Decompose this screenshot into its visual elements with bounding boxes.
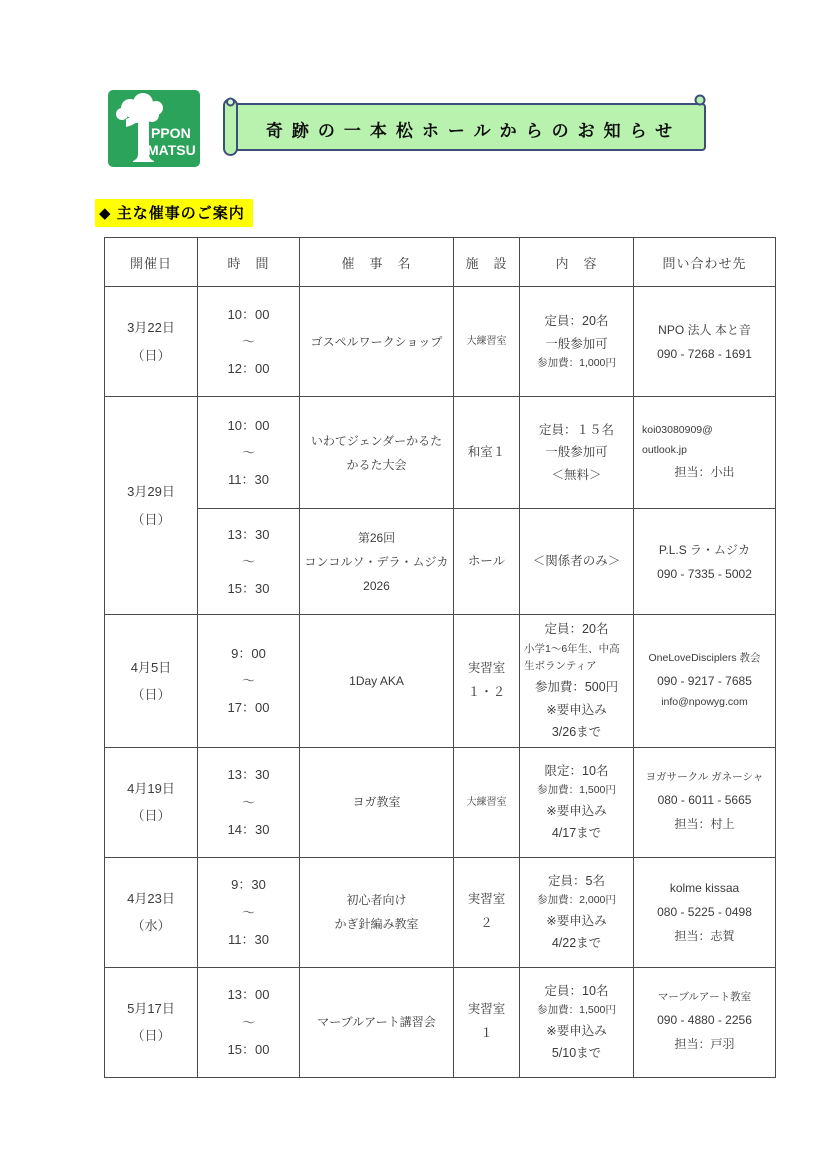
content-cell xyxy=(520,287,634,397)
date-line: 4月23日 xyxy=(127,890,175,906)
contact-line: koi03080909@ xyxy=(642,423,713,436)
content-cell xyxy=(520,509,634,615)
time-line: 14：30 xyxy=(227,821,270,837)
event-row xyxy=(105,967,776,1077)
facility-line: 実習室 xyxy=(467,1002,506,1017)
event-row xyxy=(105,615,776,748)
header-row xyxy=(105,238,776,287)
content-line: 参加費：2,000円 xyxy=(537,894,616,907)
content-line: ※要申込み xyxy=(546,913,607,928)
content-cell xyxy=(520,857,634,967)
contact-line: 090 - 7268 - 1691 xyxy=(657,346,752,361)
banner-title: 奇跡の一本松ホールからのお知らせ xyxy=(265,121,682,141)
event-line: 1Day AKA xyxy=(349,673,404,688)
content-line: ＜関係者のみ＞ xyxy=(532,554,621,569)
event-cell xyxy=(300,397,454,509)
facility-line: 大練習室 xyxy=(466,796,507,808)
time-line: ～ xyxy=(241,673,255,689)
facility-line: 実習室 xyxy=(467,661,506,676)
event-row xyxy=(105,287,776,397)
contact-line: ヨガサークル ガネーシャ xyxy=(645,771,764,784)
contact-line: 080 - 5225 - 0498 xyxy=(657,905,752,920)
date-cell xyxy=(105,615,198,748)
time-line: 9：30 xyxy=(231,877,266,893)
date-line: （日） xyxy=(131,1028,171,1044)
time-line: 13：30 xyxy=(227,526,270,542)
date-line: 3月29日 xyxy=(127,484,175,500)
column-header: 施 設 xyxy=(454,238,520,287)
content-line: 一般参加可 xyxy=(545,336,608,351)
time-line: 11：30 xyxy=(228,931,269,947)
contact-line: 080 - 6011 - 5665 xyxy=(657,793,752,808)
contact-cell xyxy=(634,615,776,748)
event-row xyxy=(105,509,776,615)
content-line: 4/22まで xyxy=(551,936,602,951)
contact-cell xyxy=(634,857,776,967)
content-cell xyxy=(520,747,634,857)
event-row xyxy=(105,397,776,509)
content-line: 定員：10名 xyxy=(544,983,609,998)
contact-line: info@npowyg.com xyxy=(661,695,748,708)
contact-line: 090 - 9217 - 7685 xyxy=(657,673,752,688)
contact-cell xyxy=(634,967,776,1077)
event-line: ヨガ教室 xyxy=(352,795,401,810)
time-line: 12：00 xyxy=(227,361,270,377)
events-table-head xyxy=(105,238,776,287)
column-header: 催 事 名 xyxy=(300,238,454,287)
time-line: ～ xyxy=(241,904,255,920)
contact-line: kolme kissaa xyxy=(669,881,740,896)
event-line: かるた大会 xyxy=(346,457,407,472)
event-cell xyxy=(300,967,454,1077)
event-line: 初心者向け xyxy=(346,893,407,908)
content-line: 参加費：1,500円 xyxy=(537,1004,616,1017)
date-line: （日） xyxy=(131,347,171,363)
contact-line: OneLoveDisciplers 教会 xyxy=(648,651,761,664)
contact-cell xyxy=(634,747,776,857)
time-line: ～ xyxy=(241,553,255,569)
content-line: 限定：10名 xyxy=(544,763,609,778)
facility-cell xyxy=(454,967,520,1077)
section-heading-text: ◆ 主な催事のご案内 xyxy=(99,205,245,222)
date-cell xyxy=(105,967,198,1077)
date-line: （日） xyxy=(131,808,171,824)
logo-text-matsu: MATSU xyxy=(147,142,196,158)
section-heading xyxy=(95,199,253,227)
facility-line: 実習室 xyxy=(467,892,506,907)
event-line: ゴスペルワークショップ xyxy=(310,334,443,349)
facility-line: 大練習室 xyxy=(466,336,507,347)
content-line: 参加費：500円 xyxy=(534,680,619,695)
time-line: ～ xyxy=(241,794,255,810)
content-line: 定員：１５名 xyxy=(538,422,614,437)
content-line: 定員：5名 xyxy=(548,873,605,888)
column-header: 問い合わせ先 xyxy=(634,238,776,287)
contact-line: 090 - 4880 - 2256 xyxy=(657,1013,752,1028)
contact-line: NPO 法人 本と音 xyxy=(658,322,751,337)
event-line: 第26回 xyxy=(357,530,396,545)
event-line: かぎ針編み教室 xyxy=(334,917,419,932)
ippon-matsu-logo xyxy=(108,90,200,167)
date-line: （日） xyxy=(131,686,171,702)
facility-cell xyxy=(454,857,520,967)
event-line: いわてジェンダーかるた xyxy=(310,433,443,448)
column-header: 時 間 xyxy=(198,238,300,287)
events-table xyxy=(104,237,776,1078)
facility-cell xyxy=(454,287,520,397)
notice-banner xyxy=(221,92,717,160)
event-cell xyxy=(300,615,454,748)
facility-line: １・２ xyxy=(467,684,506,699)
event-cell xyxy=(300,509,454,615)
time-line: ～ xyxy=(241,333,255,349)
time-line: 13：30 xyxy=(227,767,270,783)
time-line: 17：00 xyxy=(227,700,270,716)
content-line: 小学1～6年生、中高 xyxy=(524,642,620,655)
time-cell xyxy=(198,615,300,748)
contact-cell xyxy=(634,509,776,615)
content-cell xyxy=(520,967,634,1077)
time-line: ～ xyxy=(241,444,255,460)
contact-cell xyxy=(634,287,776,397)
date-cell xyxy=(105,397,198,615)
contact-line: outlook.jp xyxy=(642,443,687,456)
date-line: 3月22日 xyxy=(127,320,175,336)
facility-line: ホール xyxy=(467,553,506,568)
contact-line: 担当：戸羽 xyxy=(674,1037,735,1052)
time-line: 9：00 xyxy=(231,645,266,661)
content-line: ※要申込み xyxy=(546,702,607,717)
time-line: 15：30 xyxy=(227,581,270,597)
event-cell xyxy=(300,747,454,857)
content-line: 定員：20名 xyxy=(544,622,609,636)
logo-text-ppon: PPON xyxy=(151,125,191,141)
content-line: 定員：20名 xyxy=(544,314,609,329)
time-cell xyxy=(198,397,300,509)
time-cell xyxy=(198,857,300,967)
contact-line: 担当：志賀 xyxy=(674,929,735,944)
time-cell xyxy=(198,287,300,397)
date-line: （水） xyxy=(131,918,171,934)
facility-cell xyxy=(454,397,520,509)
content-line: 5/10まで xyxy=(551,1046,602,1061)
date-line: （日） xyxy=(131,511,171,527)
column-header: 内 容 xyxy=(520,238,634,287)
time-line: 13：00 xyxy=(227,987,270,1003)
date-line: 4月5日 xyxy=(130,659,172,675)
contact-line: 担当：小出 xyxy=(674,465,735,480)
content-line: ※要申込み xyxy=(546,1023,607,1038)
event-cell xyxy=(300,287,454,397)
event-line: コンコルソ・デラ・ムジカ xyxy=(304,554,449,569)
column-header: 開催日 xyxy=(105,238,198,287)
facility-line: ２ xyxy=(480,916,493,931)
content-line: 参加費：1,500円 xyxy=(537,784,616,797)
event-line: 2026 xyxy=(363,578,390,593)
event-cell xyxy=(300,857,454,967)
date-cell xyxy=(105,857,198,967)
time-line: 11：30 xyxy=(228,472,269,488)
content-line: 生ボランティア xyxy=(524,660,597,673)
time-cell xyxy=(198,747,300,857)
date-line: 4月19日 xyxy=(127,780,175,796)
facility-line: 和室１ xyxy=(467,444,506,459)
contact-line: 担当：村上 xyxy=(674,817,735,832)
content-cell xyxy=(520,397,634,509)
content-line: ＜無料＞ xyxy=(551,467,602,482)
event-line: マーブルアート講習会 xyxy=(317,1015,436,1030)
event-row xyxy=(105,857,776,967)
contact-line: マーブルアート教室 xyxy=(657,991,752,1004)
date-cell xyxy=(105,747,198,857)
date-line: 5月17日 xyxy=(127,1000,175,1016)
content-line: 参加費：1,000円 xyxy=(537,357,616,370)
time-line: 15：00 xyxy=(227,1041,270,1057)
pine-tree-one-icon xyxy=(108,90,200,167)
content-line: ※要申込み xyxy=(546,803,607,818)
contact-line: P.L.S ラ・ムジカ xyxy=(658,542,751,557)
time-line: 10：00 xyxy=(227,417,270,433)
content-line: 一般参加可 xyxy=(545,445,608,460)
events-table-body xyxy=(105,287,776,1078)
time-cell xyxy=(198,509,300,615)
time-line: 10：00 xyxy=(227,306,270,322)
time-cell xyxy=(198,967,300,1077)
time-line: ～ xyxy=(241,1014,255,1030)
event-row xyxy=(105,747,776,857)
content-cell xyxy=(520,615,634,748)
contact-cell xyxy=(634,397,776,509)
facility-cell xyxy=(454,747,520,857)
content-line: 3/26まで xyxy=(551,725,602,740)
content-line: 4/17まで xyxy=(551,826,602,841)
date-cell xyxy=(105,287,198,397)
facility-cell xyxy=(454,509,520,615)
contact-line: 090 - 7335 - 5002 xyxy=(657,566,752,581)
facility-cell xyxy=(454,615,520,748)
facility-line: １ xyxy=(480,1026,493,1041)
